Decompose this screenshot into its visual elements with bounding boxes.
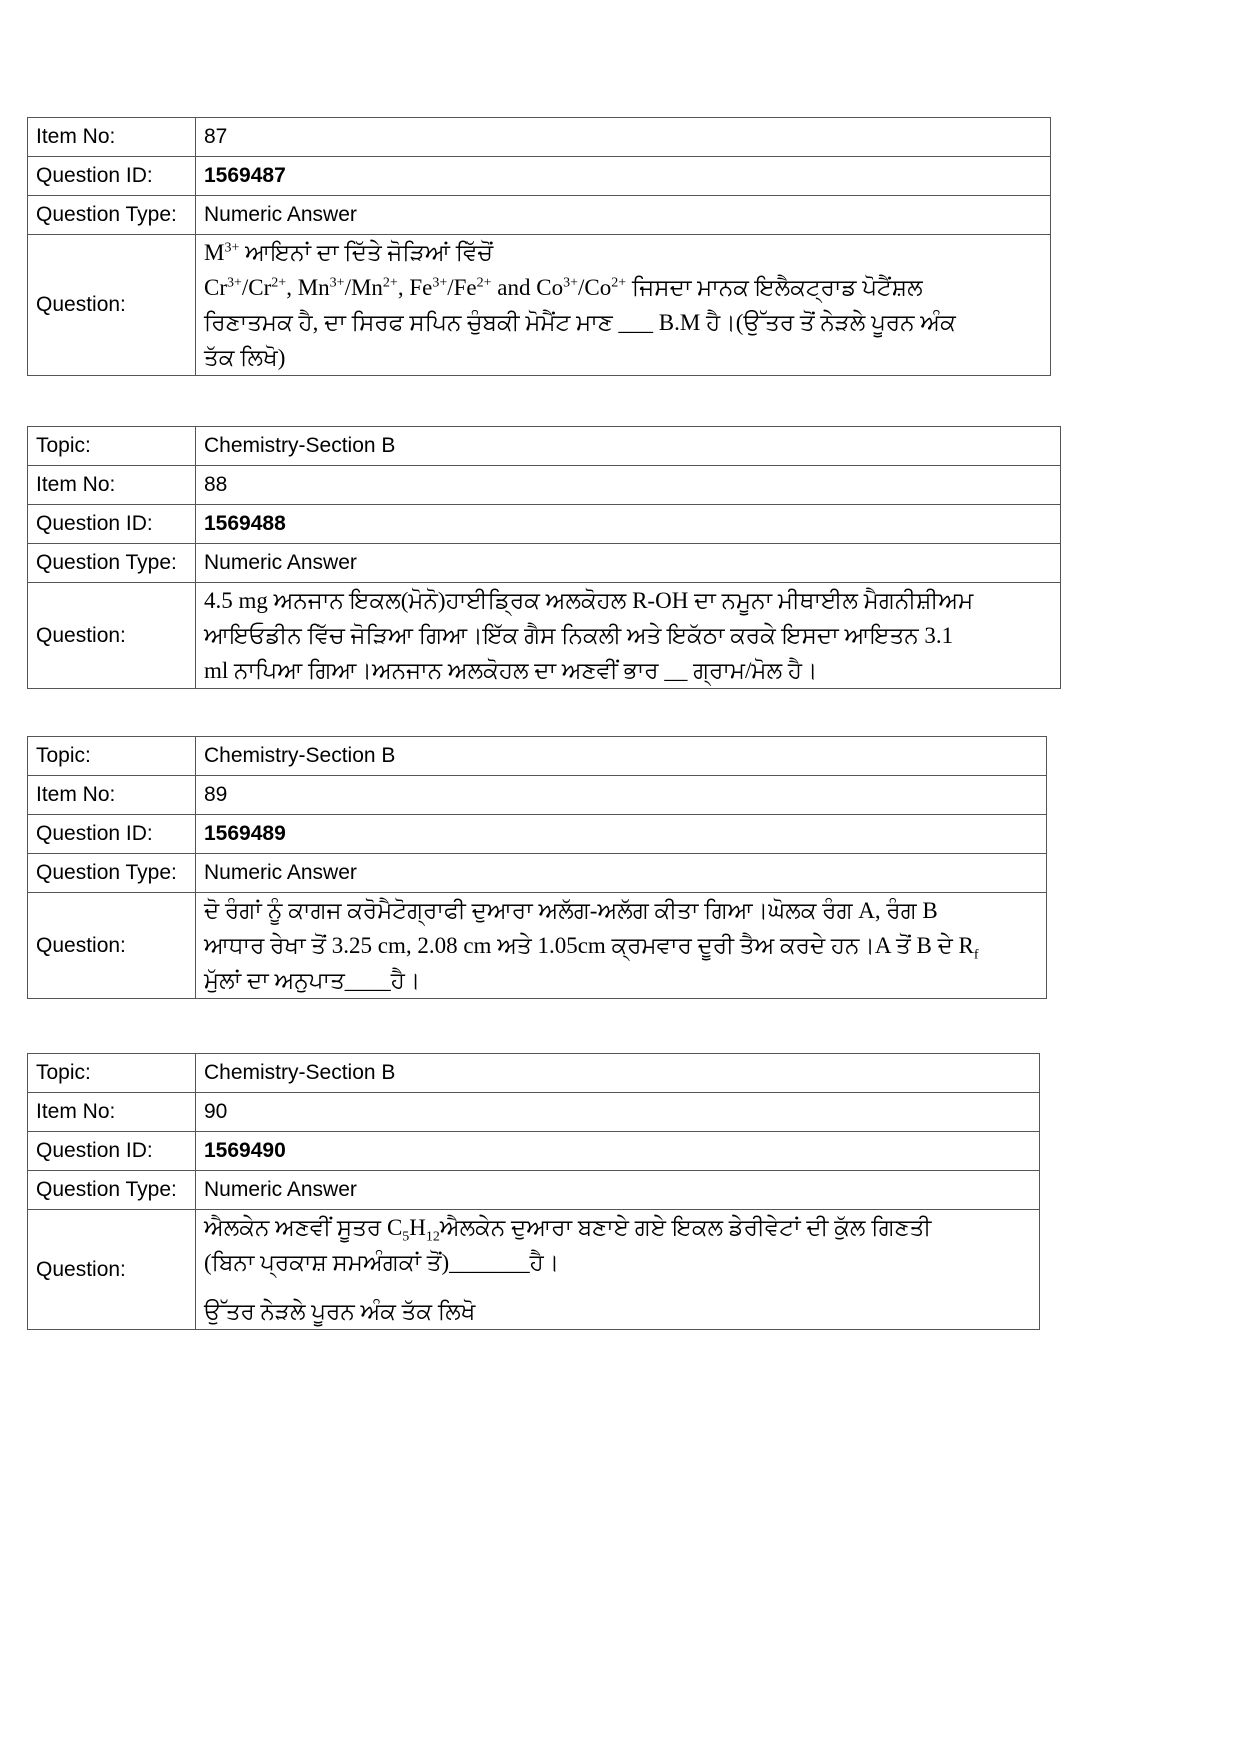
separator: / [241, 275, 249, 300]
separator: , [397, 275, 410, 300]
question-line: ਦੋ ਰੰਗਾਂ ਨੂੰ ਕਾਗਜ ਕਰੋਮੈਟੋਗ੍ਰਾਫੀ ਦੁਆਰਾ ਅਲੱਗ-ਅਲੱਗ ਕੀਤਾ ਗਿਆ।ਘੋਲਕ ਰੰਗ A, ਰੰਗ B [204, 898, 938, 923]
question-label: Question: [28, 583, 196, 689]
ion-symbol: Cr [248, 275, 272, 300]
charge-superscript: 2+ [382, 275, 398, 291]
separator: and [491, 275, 537, 300]
ion-symbol: Fe [409, 275, 433, 300]
separator: / [447, 275, 454, 300]
ion-symbol: Mn [297, 275, 330, 300]
topic-row [28, 737, 1047, 776]
question-id-label: Question ID: [28, 815, 196, 854]
question-card-87 [27, 117, 1051, 376]
item-no-row [28, 118, 1051, 157]
question-type-label: Question Type: [28, 854, 196, 893]
item-no-row [28, 1093, 1040, 1132]
question-id-value: 1569487 [196, 157, 1051, 196]
question-text-segment: ਜਿਸਦਾ ਮਾਨਕ ਇਲੈਕਟ੍ਰਾਡ ਪੋਟੈਂਸ਼ਲ [626, 275, 923, 300]
charge-superscript: 3+ [227, 275, 242, 291]
question-line: ਆਇਓਡੀਨ ਵਿੱਚ ਜੋੜਿਆ ਗਿਆ।ਇੱਕ ਗੈਸ ਨਿਕਲੀ ਅਤੇ ਇਕੱਠਾ ਕਰਕੇ ਇਸਦਾ ਆਇਤਨ 3.1 [204, 623, 954, 648]
question-text [196, 893, 1047, 999]
question-label: Question: [28, 1210, 196, 1330]
question-text [196, 583, 1061, 689]
question-type-row [28, 854, 1047, 893]
question-type-row [28, 196, 1051, 235]
item-no-value: 89 [196, 776, 1047, 815]
question-line [204, 235, 1042, 270]
question-line: ਮੁੱਲਾਂ ਦਾ ਅਨੁਪਾਤ____ਹੈ। [204, 968, 421, 993]
item-no-label: Item No: [28, 118, 196, 157]
item-no-value: 90 [196, 1093, 1040, 1132]
topic-label: Topic: [28, 1054, 196, 1093]
question-line: 4.5 mg ਅਨਜਾਨ ਇਕਲ(ਮੋਨੋ)ਹਾਈਡ੍ਰਿਕ ਅਲਕੋਹਲ R-OH ਦਾ ਨਮੂਨਾ ਮੀਥਾਈਲ ਮੈਗਨੀਸ਼ੀਅਮ [204, 588, 974, 613]
separator: / [577, 275, 585, 300]
topic-value: Chemistry-Section B [196, 1054, 1040, 1093]
charge-superscript: 2+ [611, 275, 627, 291]
question-line: ਉੱਤਰ ਨੇੜਲੇ ਪੂਰਨ ਅੰਕ ਤੱਕ ਲਿਖੋ [204, 1299, 476, 1324]
question-type-label: Question Type: [28, 1171, 196, 1210]
question-row [28, 1210, 1040, 1330]
question-text-segment: ਆਧਾਰ ਰੇਖਾ ਤੋਂ 3.25 cm, 2.08 cm ਅਤੇ 1.05cm ਕ੍ਰਮਵਾਰ ਦੂਰੀ ਤੈਅ ਕਰਦੇ ਹਨ।A ਤੋਂ B ਦੇ R [204, 933, 974, 958]
question-id-label: Question ID: [28, 157, 196, 196]
question-text-segment: ਐਲਕੇਨ ਦੁਆਰਾ ਬਣਾਏ ਗਏ ਇਕਲ ਡੇਰੀਵੇਟਾਂ ਦੀ ਕੁੱਲ ਗਿਣਤੀ [439, 1215, 932, 1240]
topic-label: Topic: [28, 737, 196, 776]
question-label: Question: [28, 893, 196, 999]
question-type-label: Question Type: [28, 544, 196, 583]
item-no-label: Item No: [28, 776, 196, 815]
question-text-segment: H [409, 1215, 426, 1240]
question-type-label: Question Type: [28, 196, 196, 235]
item-no-label: Item No: [28, 466, 196, 505]
question-line [204, 928, 1038, 963]
subscript: 12 [425, 1229, 440, 1245]
question-line: ml ਨਾਪਿਆ ਗਿਆ।ਅਨਜਾਨ ਅਲਕੋਹਲ ਦਾ ਅਣਵੀਂ ਭਾਰ __ ਗ੍ਰਾਮ/ਮੋਲ ਹੈ। [204, 658, 818, 683]
question-id-row [28, 157, 1051, 196]
question-line: ਰਿਣਾਤਮਕ ਹੈ, ਦਾ ਸਿਰਫ ਸਪਿਨ ਚੁੰਬਕੀ ਮੋਮੈਂਟ ਮਾਣ ___ B.M ਹੈ।(ਉੱਤਰ ਤੋਂ ਨੇੜਲੇ ਪੂਰਨ ਅੰਕ [204, 310, 956, 335]
ion-symbol: Fe [453, 275, 477, 300]
ion-symbol: Co [536, 275, 564, 300]
question-id-label: Question ID: [28, 1132, 196, 1171]
question-card-89 [27, 736, 1047, 999]
question-row [28, 893, 1047, 999]
question-type-value: Numeric Answer [196, 1171, 1040, 1210]
question-line: (ਬਿਨਾ ਪ੍ਰਕਾਸ਼ ਸਮਅੰਗਕਾਂ ਤੋਂ)_______ਹੈ। [204, 1250, 560, 1275]
question-type-row [28, 544, 1061, 583]
topic-value: Chemistry-Section B [196, 737, 1047, 776]
question-line: ਤੱਕ ਲਿਖੋ) [204, 345, 286, 370]
question-id-value: 1569490 [196, 1132, 1040, 1171]
topic-label: Topic: [28, 427, 196, 466]
question-id-row [28, 505, 1061, 544]
question-type-value: Numeric Answer [196, 196, 1051, 235]
question-id-label: Question ID: [28, 505, 196, 544]
question-card-88 [27, 426, 1061, 689]
subscript: f [973, 947, 979, 963]
question-text-segment: ਆਇਨਾਂ ਦਾ ਦਿੱਤੇ ਜੋੜਿਆਂ ਵਿੱਚੋਂ [239, 240, 494, 265]
charge-superscript: 2+ [271, 275, 287, 291]
question-row [28, 235, 1051, 376]
topic-value: Chemistry-Section B [196, 427, 1061, 466]
subscript: 5 [402, 1229, 410, 1245]
question-type-value: Numeric Answer [196, 544, 1061, 583]
question-id-value: 1569488 [196, 505, 1061, 544]
topic-row [28, 427, 1061, 466]
question-text [196, 1210, 1040, 1330]
question-text [196, 235, 1051, 376]
item-no-value: 88 [196, 466, 1061, 505]
question-card-90 [27, 1053, 1040, 1330]
separator: / [344, 275, 351, 300]
item-no-value: 87 [196, 118, 1051, 157]
item-no-label: Item No: [28, 1093, 196, 1132]
ion-symbol: Mn [350, 275, 383, 300]
question-id-row [28, 815, 1047, 854]
question-line [204, 1210, 1031, 1245]
question-text-segment: ਐਲਕੇਨ ਅਣਵੀਂ ਸੂਤਰ C [204, 1215, 403, 1240]
topic-row [28, 1054, 1040, 1093]
question-line [204, 270, 1042, 305]
question-id-value: 1569489 [196, 815, 1047, 854]
question-type-value: Numeric Answer [196, 854, 1047, 893]
question-label: Question: [28, 235, 196, 376]
question-id-row [28, 1132, 1040, 1171]
ion-symbol: M [204, 240, 225, 265]
ion-symbol: Co [584, 275, 612, 300]
separator: , [286, 275, 298, 300]
ion-symbol: Cr [204, 275, 227, 300]
charge-superscript: 3+ [224, 240, 240, 256]
question-row [28, 583, 1061, 689]
charge-superscript: 2+ [476, 275, 492, 291]
charge-superscript: 3+ [329, 275, 345, 291]
charge-superscript: 3+ [432, 275, 448, 291]
charge-superscript: 3+ [563, 275, 578, 291]
item-no-row [28, 466, 1061, 505]
item-no-row [28, 776, 1047, 815]
question-type-row [28, 1171, 1040, 1210]
